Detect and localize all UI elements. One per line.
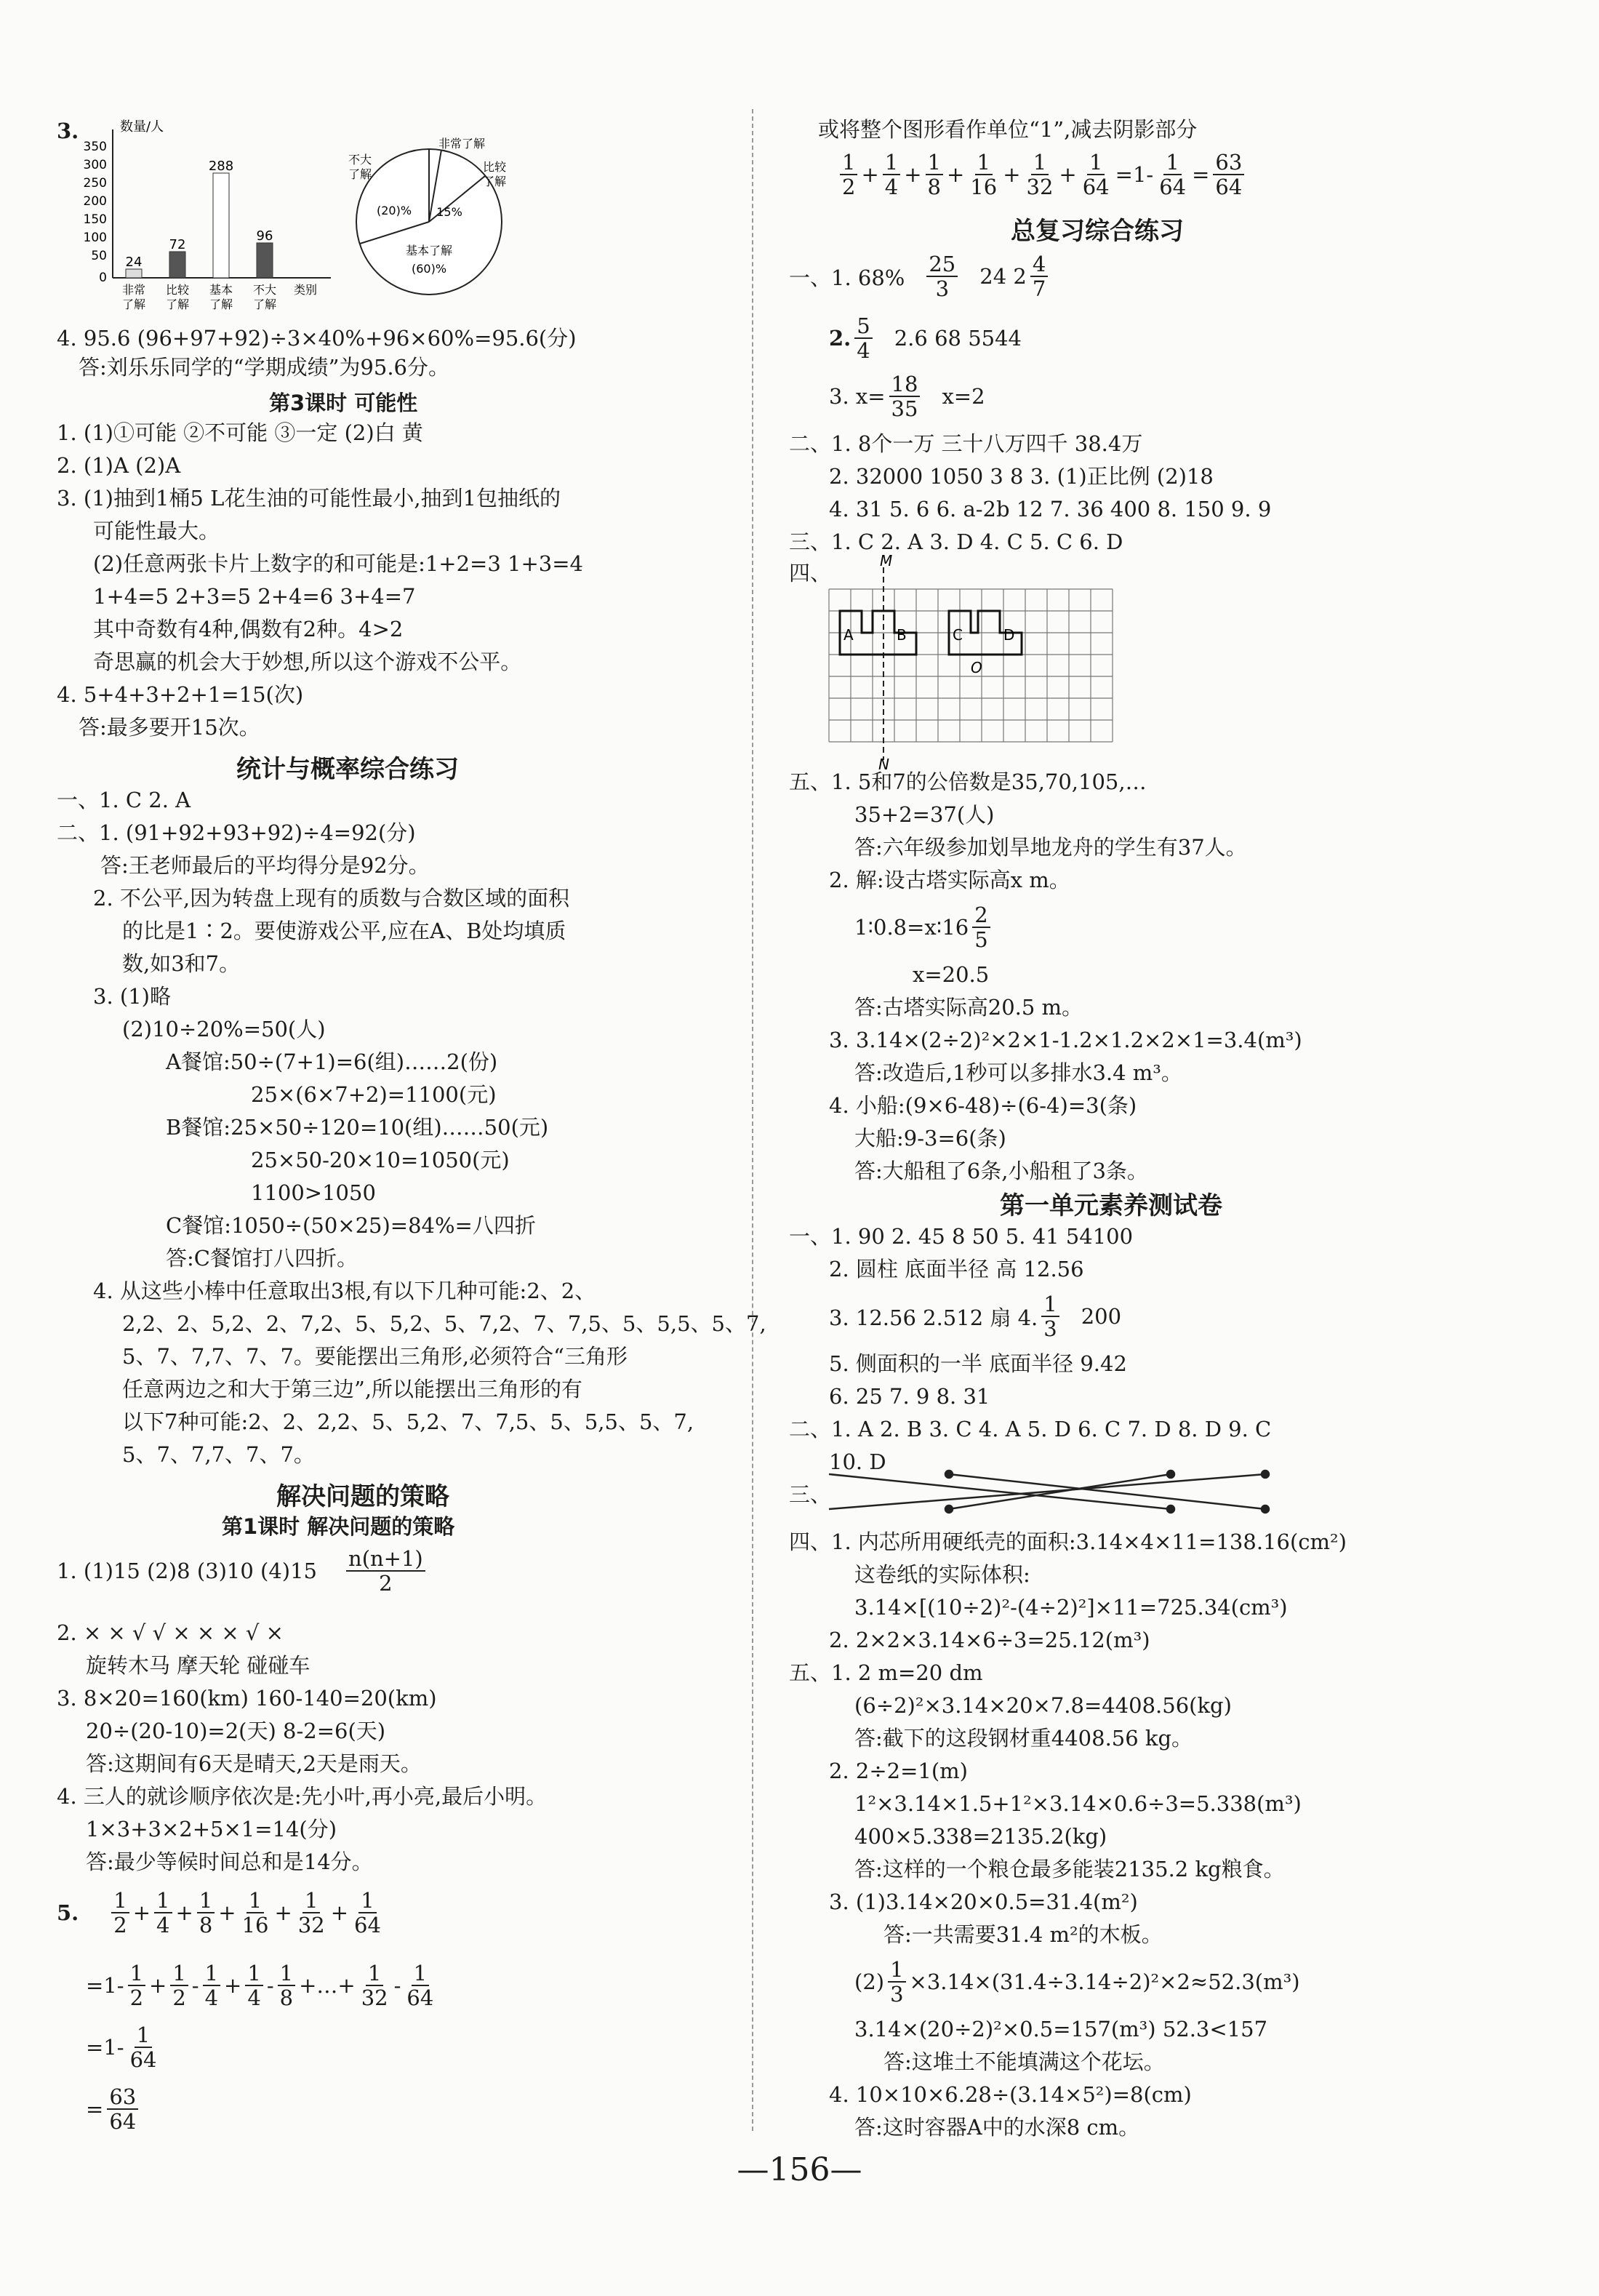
bar-value: 96 — [256, 228, 273, 244]
line: 答:这样的一个粮仓最多能装2135.2 kg粮食。 — [854, 1857, 1285, 1881]
heading-lesson3: 第3课时 可能性 — [269, 391, 418, 415]
review-r1: 一、1. 68% $\frac{25}{3}$ 24 2 $\frac{4}{7}$ — [789, 247, 1051, 305]
line: 1×3+3×2+5×1=14(分) — [86, 1817, 337, 1841]
bar-value: 24 — [125, 255, 143, 270]
line: 1+4=5 2+3=5 2+4=6 3+4=7 — [93, 584, 416, 609]
line: 4. 31 5. 6 6. a-2b 12 7. 36 400 8. 150 9. 9 — [829, 497, 1272, 521]
fraction: $\frac{1}{64}$ — [354, 1888, 381, 1937]
label-n: N — [878, 756, 889, 771]
ytick: 200 — [83, 194, 107, 209]
grid-figure — [822, 553, 1127, 771]
line: 1100>1050 — [251, 1180, 376, 1205]
line: 3.14×[(10÷2)²-(4÷2)²]×11=725.34(cm³) — [854, 1595, 1288, 1620]
fraction: $\frac{1}{16}$ — [970, 150, 998, 199]
heading-stats: 统计与概率综合练习 — [236, 755, 459, 784]
bar-cat: 了解 — [209, 297, 233, 311]
bar-3 — [213, 173, 229, 278]
line: 5. 侧面积的一半 底面半径 9.42 — [829, 1351, 1127, 1376]
line: 二、1. (91+92+93+92)÷4=92(分) — [57, 820, 416, 845]
line: 答:刘乐乐同学的“学期成绩”为95.6分。 — [79, 355, 449, 380]
line: A餐馆:50÷(7+1)=6(组)……2(份) — [166, 1049, 498, 1074]
fraction: $\frac{1}{3}$ — [1041, 1292, 1059, 1340]
bar-value: 288 — [208, 159, 234, 174]
section-si: 四、 — [789, 561, 832, 585]
line: 2. (1)A (2)A — [57, 453, 181, 478]
label-c: C — [953, 626, 963, 644]
bar-cat: 非常 — [121, 283, 146, 297]
bar-cat: 基本 — [209, 283, 233, 297]
line: 其中奇数有4种,偶数有2种。4>2 — [93, 617, 404, 641]
bar-cat: 了解 — [121, 297, 146, 311]
fraction: $\frac{63}{64}$ — [107, 2085, 138, 2133]
line: C餐馆:1050÷(50×25)=84%=八四折 — [166, 1213, 536, 1238]
line: B餐馆:25×50÷120=10(组)……50(元) — [166, 1115, 549, 1140]
line: (6÷2)²×3.14×20×7.8=4408.56(kg) — [854, 1693, 1232, 1718]
line: 400×5.338=2135.2(kg) — [854, 1824, 1107, 1849]
bar-2 — [169, 252, 185, 278]
line: 五、1. 5和7的公倍数是35,70,105,… — [789, 769, 1147, 794]
line: 1²×3.14×1.5+1²×3.14×0.6÷3=5.338(m³) — [854, 1791, 1302, 1816]
bar-cat: 不大 — [252, 283, 277, 297]
strategy-q5-line4: = $\frac{63}{64}$ — [86, 2080, 142, 2138]
unit1-q3: 3. 12.56 2.512 扇 4. $\frac{1}{3}$ 200 — [829, 1292, 1122, 1341]
line: 答:C餐馆打八四折。 — [166, 1246, 358, 1271]
line: (2)10÷20%=50(人) — [122, 1017, 326, 1041]
bar-chart — [69, 109, 338, 320]
line: 答:截下的这段钢材重4408.56 kg。 — [854, 1726, 1193, 1751]
fraction: $\frac{18}{35}$ — [889, 372, 921, 420]
line: 答:大船租了6条,小船租了3条。 — [854, 1159, 1148, 1183]
line: 3. 3.14×(2÷2)²×2×1-1.2×1.2×2×1=3.4(m³) — [829, 1028, 1302, 1052]
line: 答:最多要开15次。 — [79, 715, 260, 740]
line: 答:这期间有6天是晴天,2天是雨天。 — [86, 1751, 422, 1776]
column-divider — [752, 109, 753, 2131]
line: 可能性最大。 — [93, 519, 220, 543]
label-o: O — [971, 659, 982, 676]
line: 20÷(20-10)=2(天) 8-2=6(天) — [86, 1719, 386, 1743]
heading-lesson1: 第1课时 解决问题的策略 — [222, 1514, 455, 1539]
line: 35+2=37(人) — [854, 802, 995, 827]
ratio-line: 1∶0.8=x∶16 $\frac{2}{5}$ — [854, 898, 994, 956]
ytick: 0 — [99, 271, 107, 285]
fraction: $\frac{1}{64}$ — [129, 2023, 157, 2072]
q32-line: (2) $\frac{1}{3}$ ×3.14×(31.4÷3.14÷2)²×2≈52.3(m³) — [854, 1957, 1300, 2007]
strategy-q5-line2: =1- $\frac{1}{2}$ + $\frac{1}{2}$ - $\frac{1}{4}$ + $\frac{1}{4}$ - $\frac{1}{8}$ +…+ $\frac{1}{32}$ - $\frac{1}{64}$ — [86, 1956, 439, 2015]
line: 3.14×(20÷2)²×0.5=157(m³) 52.3<157 — [854, 2017, 1268, 2041]
line: 2. 32000 1050 3 8 3. (1)正比例 (2)18 — [829, 464, 1214, 489]
pie-label: (20)% — [376, 204, 412, 217]
line: 三、1. C 2. A 3. D 4. C 5. C 6. D — [789, 529, 1123, 554]
line: 4. 从这些小棒中任意取出3根,有以下几种可能:2、2、 — [93, 1279, 596, 1303]
line: 奇思赢的机会大于妙想,所以这个游戏不公平。 — [93, 649, 522, 674]
line: 答:这时容器A中的水深8 cm。 — [854, 2115, 1140, 2140]
line: 任意两边之和大于第三边”,所以能摆出三角形的有 — [122, 1377, 583, 1401]
fraction: $\frac{1}{16}$ — [241, 1888, 269, 1937]
line: 的比是1∶2。要使游戏公平,应在A、B处均填质 — [122, 919, 566, 943]
fraction: $\frac{1}{8}$ — [197, 1889, 215, 1937]
bar-cat: 了解 — [165, 297, 190, 311]
strategy-q5-line1: 5. $\frac{1}{2}$ + $\frac{1}{4}$ + $\frac{1}{8}$ + $\frac{1}{16}$ + $\frac{1}{32}$ + $\frac{1}{64}$ — [57, 1884, 387, 1942]
fraction: $\frac{1}{4}$ — [203, 1961, 220, 2009]
ytick: 300 — [83, 158, 107, 172]
line: 大船:9-3=6(条) — [854, 1126, 1006, 1151]
fraction: $\frac{1}{2}$ — [840, 151, 857, 199]
line: 3. (1)抽到1桶5 L花生油的可能性最小,抽到1包抽纸的 — [57, 486, 561, 511]
line: 旋转木马 摩天轮 碰碰车 — [86, 1653, 310, 1678]
line: 2. 解:设古塔实际高x m。 — [829, 868, 1070, 892]
line: 答:一共需要31.4 m²的木板。 — [883, 1922, 1163, 1947]
fraction: $\frac{n(n+1)}{2}$ — [346, 1547, 425, 1595]
heading-strategy: 解决问题的策略 — [276, 1482, 449, 1511]
strategy-q1-text: 1. (1)15 (2)8 (3)10 (4)15 — [57, 1559, 318, 1583]
review-r3: 3. x= $\frac{18}{35}$ x=2 — [829, 372, 985, 421]
bar-cat: 比较 — [165, 283, 190, 297]
line: 2. 不公平,因为转盘上现有的质数与合数区域的面积 — [93, 886, 570, 911]
line: 3. (1)略 — [93, 984, 171, 1009]
line: 2. 2÷2=1(m) — [829, 1759, 968, 1783]
line: 以下7种可能:2、2、2,2、5、5,2、7、7,5、5、5,5、5、7, — [122, 1409, 694, 1434]
line: x=20.5 — [913, 962, 990, 987]
line: 2,2、2、5,2、2、7,2、5、5,2、5、7,2、7、7,5、5、5,5、5、7, — [122, 1311, 766, 1336]
line: 二、1. A 2. B 3. C 4. A 5. D 6. C 7. D 8. D 9. C — [789, 1417, 1272, 1441]
line: 4. 95.6 (96+97+92)÷3×40%+96×60%=95.6(分) — [57, 326, 577, 351]
bar-value: 72 — [169, 237, 186, 252]
page-number: —156— — [737, 2151, 862, 2188]
fraction: $\frac{1}{8}$ — [278, 1961, 295, 2009]
line: (2)任意两张卡片上数字的和可能是:1+2=3 1+3=4 — [93, 551, 583, 576]
ytick: 150 — [83, 212, 107, 227]
line: 答:六年级参加划旱地龙舟的学生有37人。 — [854, 835, 1247, 860]
fraction: $\frac{1}{64}$ — [1082, 150, 1110, 199]
line: 25×50-20×10=1050(元) — [251, 1148, 510, 1172]
section-san: 三、 — [789, 1482, 832, 1507]
pie-label: 了解 — [348, 167, 372, 181]
fraction: $\frac{1}{2}$ — [170, 1961, 188, 2009]
ytick: 100 — [83, 231, 107, 245]
top-equation: $\frac{1}{2}$ + $\frac{1}{4}$ + $\frac{1}{8}$ + $\frac{1}{16}$ + $\frac{1}{32}$ + $\frac{1}{64}$ =1- $\frac{1}{64}$ = $\frac{63}{64}$ — [836, 145, 1248, 204]
line: 4. 小船:(9×6-48)÷(6-4)=3(条) — [829, 1093, 1137, 1118]
ytick: 250 — [83, 176, 107, 191]
line: 25×(6×7+2)=1100(元) — [251, 1082, 497, 1107]
line: 答:古塔实际高20.5 m。 — [854, 995, 1083, 1020]
bar-4 — [257, 243, 273, 278]
line: 答:这堆土不能填满这个花坛。 — [883, 2049, 1165, 2074]
strategy-q1 — [57, 1542, 429, 1600]
line: 这卷纸的实际体积: — [854, 1562, 1030, 1587]
review-r2: 2. $\frac{5}{4}$ 2.6 68 5544 — [829, 313, 1022, 363]
line: 四、1. 内芯所用硬纸壳的面积:3.14×4×11=138.16(cm²) — [789, 1529, 1347, 1554]
fraction: $\frac{1}{4}$ — [154, 1889, 172, 1937]
bar-chart-ylabel: 数量/人 — [120, 119, 164, 135]
fraction: $\frac{1}{2}$ — [111, 1889, 129, 1937]
pie-label: 了解 — [482, 175, 507, 188]
line: 答:改造后,1秒可以多排水3.4 m³。 — [854, 1060, 1182, 1085]
line: 或将整个图形看作单位“1”,减去阴影部分 — [818, 117, 1198, 142]
label-b: B — [897, 626, 907, 644]
line: 10. D — [829, 1449, 886, 1474]
fraction: $\frac{5}{4}$ — [854, 314, 872, 362]
fraction: $\frac{1}{32}$ — [361, 1961, 388, 2010]
pie-label: (60)% — [411, 262, 447, 276]
line: 3. (1)3.14×20×0.5=31.4(m²) — [829, 1889, 1138, 1914]
line: 5、7、7,7、7、7。要能摆出三角形,必须符合“三角形 — [122, 1344, 628, 1369]
pie-label: 15% — [436, 205, 462, 219]
fraction: $\frac{25}{3}$ — [926, 252, 958, 300]
line: 答:王老师最后的平均得分是92分。 — [100, 853, 430, 878]
fraction: $\frac{1}{64}$ — [1159, 150, 1187, 199]
line: 6. 25 7. 9 8. 31 — [829, 1384, 990, 1409]
fraction: $\frac{1}{3}$ — [888, 1958, 905, 2006]
pie-label: 不大 — [348, 153, 372, 167]
fraction: $\frac{63}{64}$ — [1213, 151, 1244, 199]
pie-label: 基本了解 — [405, 244, 453, 257]
label-m: M — [880, 553, 893, 569]
pie-label: 比较 — [482, 160, 507, 174]
line: 答:最少等候时间总和是14分。 — [86, 1849, 373, 1874]
fraction: $\frac{1}{8}$ — [926, 151, 943, 199]
fraction: $\frac{2}{5}$ — [972, 903, 990, 951]
fraction: $\frac{1}{2}$ — [128, 1961, 145, 2009]
line: 2. 2×2×3.14×6÷3=25.12(m³) — [829, 1628, 1150, 1652]
fraction: $\frac{1}{32}$ — [1026, 150, 1054, 199]
item-3-label: 3. — [57, 119, 79, 143]
fraction: $\frac{1}{4}$ — [883, 151, 900, 199]
line: 一、1. 90 2. 45 8 50 5. 41 54100 — [789, 1224, 1134, 1249]
q5-label: 5. — [57, 1900, 79, 1925]
label-d: D — [1003, 626, 1015, 644]
line: 4. 三人的就诊顺序依次是:先小叶,再小亮,最后小明。 — [57, 1784, 548, 1809]
line: 4. 10×10×6.28÷(3.14×5²)=8(cm) — [829, 2082, 1192, 2107]
line: 2. 圆柱 底面半径 高 12.56 — [829, 1257, 1084, 1281]
line: 3. 8×20=160(km) 160-140=20(km) — [57, 1686, 437, 1711]
line: 五、1. 2 m=20 dm — [789, 1660, 983, 1685]
ytick: 350 — [83, 140, 107, 154]
fraction: $\frac{1}{4}$ — [245, 1961, 263, 2009]
pie-label: 非常了解 — [438, 137, 486, 151]
line: 一、1. C 2. A — [57, 788, 191, 812]
bar-xlabel: 类别 — [293, 283, 318, 297]
line: 1. (1)①可能 ②不可能 ③一定 (2)白 黄 — [57, 420, 423, 445]
line: 5、7、7,7、7、7。 — [122, 1442, 315, 1467]
line: 4. 5+4+3+2+1=15(次) — [57, 682, 304, 707]
heading-review: 总复习综合练习 — [1011, 217, 1184, 246]
fraction: $\frac{1}{64}$ — [406, 1961, 434, 2010]
line: 二、1. 8个一万 三十八万四千 38.4万 — [789, 431, 1143, 456]
line: 2. × × √ √ × × × √ × — [57, 1620, 284, 1645]
bar-cat: 了解 — [252, 297, 277, 311]
matching-lines — [822, 1465, 1367, 1524]
line: 数,如3和7。 — [122, 951, 241, 976]
strategy-q5-line3: =1- $\frac{1}{64}$ — [86, 2018, 162, 2076]
pie-chart — [342, 135, 516, 309]
heading-unit1: 第一单元素养测试卷 — [1000, 1191, 1222, 1220]
fraction: $\frac{4}{7}$ — [1030, 252, 1048, 300]
fraction: $\frac{1}{32}$ — [297, 1888, 325, 1937]
bar-1 — [126, 269, 142, 278]
ytick: 50 — [91, 249, 107, 263]
label-a: A — [843, 626, 854, 644]
